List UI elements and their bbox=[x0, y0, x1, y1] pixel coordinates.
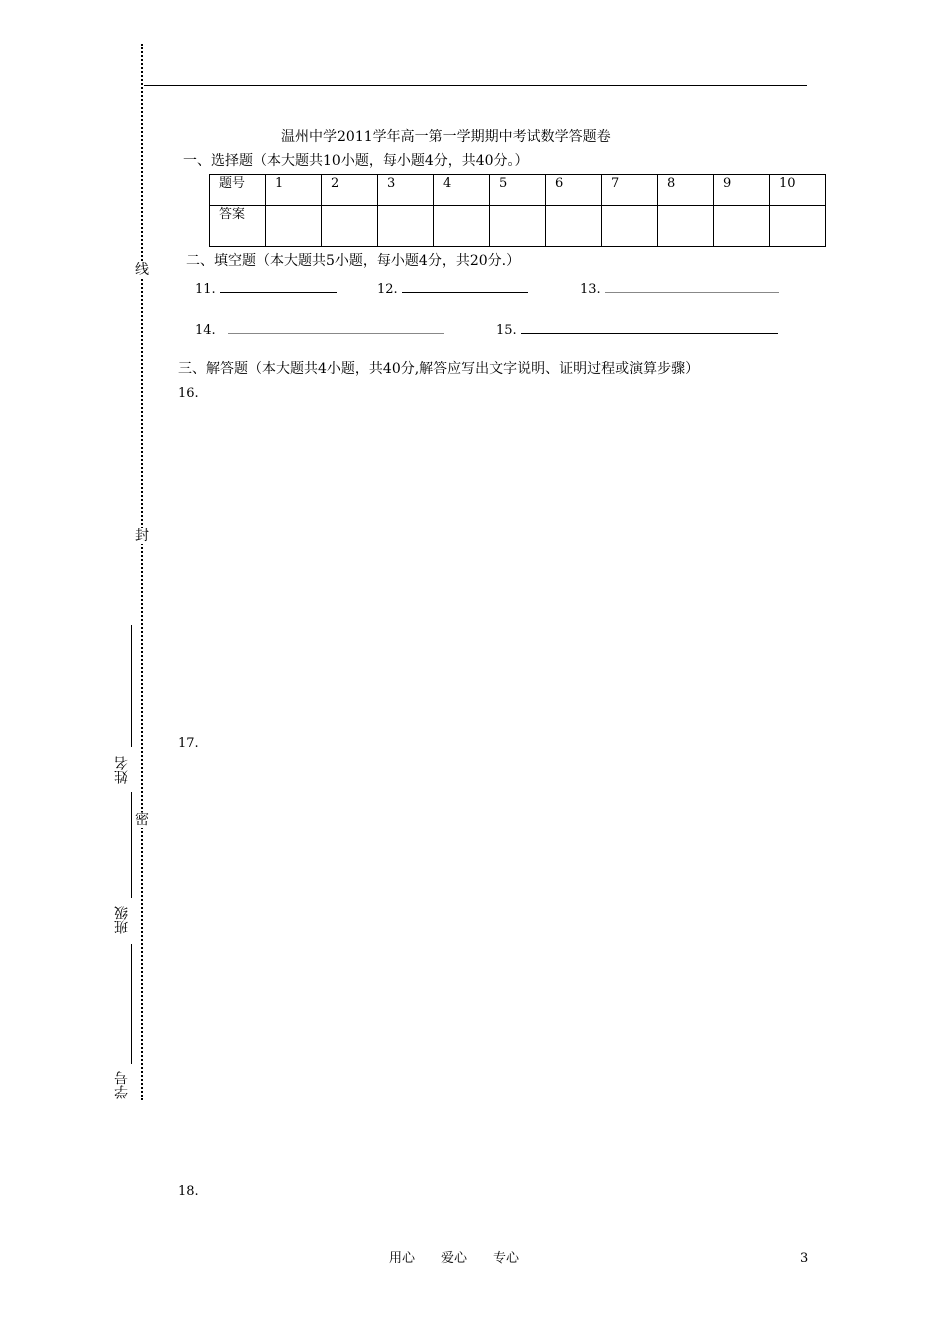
answer-cell[interactable] bbox=[434, 206, 490, 247]
answer-cell[interactable] bbox=[322, 206, 378, 247]
answer-table bbox=[209, 174, 826, 247]
table-cell-number: 3 bbox=[378, 175, 434, 206]
table-cell-number: 2 bbox=[322, 175, 378, 206]
section1-heading: 一、选择题（本大题共10小题，每小题4分，共40分。） bbox=[183, 153, 529, 169]
q15-blank[interactable] bbox=[521, 319, 778, 334]
q12-number: 12. bbox=[377, 282, 398, 297]
fill-q15 bbox=[496, 319, 778, 339]
question-18-number: 18. bbox=[178, 1184, 199, 1199]
answer-area-16[interactable] bbox=[178, 404, 808, 724]
q14-blank[interactable] bbox=[228, 319, 444, 334]
table-cell-number: 7 bbox=[602, 175, 658, 206]
table-cell-number: 9 bbox=[714, 175, 770, 206]
seal-char-xian: 线 bbox=[135, 262, 149, 278]
fill-q12 bbox=[377, 278, 528, 298]
answer-cell[interactable] bbox=[602, 206, 658, 247]
answer-area-17[interactable] bbox=[178, 754, 808, 1174]
answer-cell[interactable] bbox=[546, 206, 602, 247]
table-label-answer: 答案 bbox=[210, 206, 266, 247]
footer-motto: 用心 爱心 专心 bbox=[389, 1251, 520, 1266]
class-underline bbox=[131, 792, 132, 898]
answer-cell[interactable] bbox=[714, 206, 770, 247]
answer-cell[interactable] bbox=[266, 206, 322, 247]
table-cell-number: 10 bbox=[770, 175, 826, 206]
class-label: 班级 bbox=[114, 906, 130, 934]
q12-blank[interactable] bbox=[402, 278, 528, 293]
fill-q14 bbox=[195, 319, 444, 339]
page-number: 3 bbox=[800, 1251, 809, 1266]
table-cell-number: 8 bbox=[658, 175, 714, 206]
seal-char-feng: 封 bbox=[135, 528, 149, 544]
q13-number: 13. bbox=[580, 282, 601, 297]
q11-blank[interactable] bbox=[220, 278, 337, 293]
answer-cell[interactable] bbox=[490, 206, 546, 247]
section2-heading: 二、填空题（本大题共5小题，每小题4分，共20分.） bbox=[186, 253, 521, 269]
table-cell-number: 6 bbox=[546, 175, 602, 206]
page-title: 温州中学2011学年高一第一学期期中考试数学答题卷 bbox=[281, 129, 611, 145]
seal-dotted-line bbox=[141, 44, 143, 1100]
q14-number: 14. bbox=[195, 323, 216, 338]
section3-heading: 三、解答题（本大题共4小题，共40分,解答应写出文字说明、证明过程或演算步骤） bbox=[178, 361, 700, 377]
q15-number: 15. bbox=[496, 323, 517, 338]
question-17-number: 17. bbox=[178, 736, 199, 751]
answer-cell[interactable] bbox=[378, 206, 434, 247]
answer-cell[interactable] bbox=[770, 206, 826, 247]
q11-number: 11. bbox=[195, 282, 216, 297]
fill-q11 bbox=[195, 278, 337, 298]
answer-table-row-answers bbox=[210, 206, 826, 247]
question-16-number: 16. bbox=[178, 386, 199, 401]
name-underline bbox=[131, 625, 132, 747]
answer-table-row-numbers bbox=[210, 175, 826, 206]
id-underline bbox=[131, 944, 132, 1064]
table-cell-number: 4 bbox=[434, 175, 490, 206]
fill-q13 bbox=[580, 278, 779, 298]
id-label: 学号 bbox=[114, 1071, 130, 1099]
table-cell-number: 5 bbox=[490, 175, 546, 206]
seal-char-mi: 密 bbox=[135, 812, 149, 828]
table-cell-number: 1 bbox=[266, 175, 322, 206]
name-label: 姓名 bbox=[114, 756, 130, 784]
table-label-question-no: 题号 bbox=[210, 175, 266, 206]
header-rule bbox=[144, 85, 807, 86]
q13-blank[interactable] bbox=[605, 278, 779, 293]
answer-cell[interactable] bbox=[658, 206, 714, 247]
